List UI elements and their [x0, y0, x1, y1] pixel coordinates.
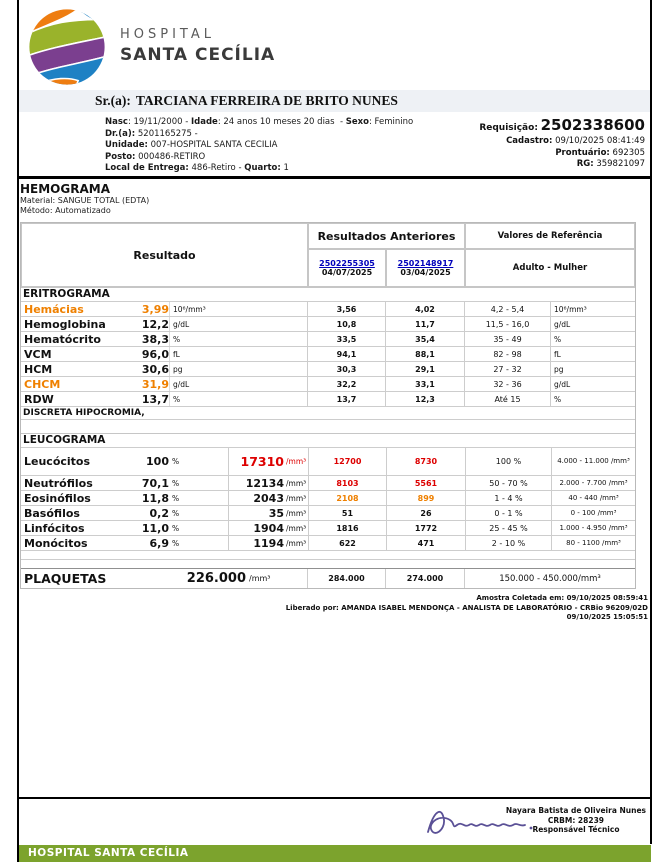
patient-info-line — [105, 152, 413, 164]
analyte-name: HCM — [24, 362, 53, 376]
previous-result-1: 51 — [309, 506, 387, 520]
cadastro-line — [479, 136, 645, 148]
brand-line1: HOSPITAL — [120, 27, 216, 42]
previous-result-2: 29,1 — [386, 362, 465, 376]
result-percent-value: 11,8 — [141, 491, 169, 505]
info-label: Local de Entrega: — [105, 163, 189, 174]
reference-absolute-range: 4.000 - 11.000 /mm³ — [557, 457, 630, 465]
result-percent-unit: % — [169, 491, 229, 505]
reference-range: 27 - 32 — [465, 362, 551, 376]
reference-unit: % — [554, 394, 562, 404]
reference-absolute-range: 1.000 - 4.950 /mm³ — [559, 523, 628, 532]
signer-role: Responsável Técnico — [532, 825, 620, 834]
result-unit: g/dL — [169, 377, 308, 391]
previous-result-2: 471 — [387, 536, 466, 550]
analyte-name: Linfócitos — [24, 521, 85, 535]
result-percent-unit: % — [169, 536, 229, 550]
previous-result-2: 11,7 — [386, 317, 465, 331]
patient-salutation: Sr.(a): — [95, 93, 131, 108]
analyte-name: Hemácias — [24, 302, 84, 316]
reference-unit: g/dL — [554, 379, 571, 389]
result-value: 3,99 — [141, 302, 169, 316]
report-footnotes — [20, 594, 648, 623]
bottom-brand-bar — [19, 845, 651, 862]
cadastro-value: 09/10/2025 08:41:49 — [555, 136, 645, 146]
previous-result-2: 5561 — [387, 476, 466, 490]
info-label: Unidade: — [105, 140, 148, 151]
rg-line — [479, 159, 645, 171]
requisicao-label: Requisição: — [479, 123, 538, 133]
patient-info-block — [105, 117, 413, 175]
previous-result-header-1 — [308, 249, 386, 287]
footer-divider-line — [17, 797, 652, 799]
column-header-anteriores: Resultados Anteriores — [308, 223, 465, 249]
previous-result-2: 12,3 — [386, 392, 465, 406]
info-value: : 24 anos 10 meses 20 dias - — [217, 117, 346, 127]
result-absolute-unit: /mm³ — [284, 476, 309, 490]
spacer-row — [21, 559, 635, 568]
info-label: Nasc — [105, 117, 128, 127]
reference-percent-range: 1 - 4 % — [466, 491, 552, 505]
result-absolute-value: 1194 — [253, 536, 284, 550]
eritrograma-row — [21, 346, 635, 361]
result-unit: % — [169, 332, 308, 346]
patient-info-line — [105, 163, 413, 175]
result-unit: /mm³ — [246, 569, 308, 588]
info-value: 000486-RETIRO — [135, 151, 206, 162]
reference-unit: % — [554, 334, 562, 344]
analyte-name: Hematócrito — [24, 332, 101, 346]
previous-result-2: 8730 — [387, 448, 466, 475]
previous-result-1: 30,3 — [308, 362, 386, 376]
rg-value: 359821097 — [596, 159, 645, 169]
sample-collected-note: Amostra Coletada em: 09/10/2025 08:59:41 — [476, 594, 648, 602]
result-percent-value: 6,9 — [149, 536, 169, 550]
spacer-row — [21, 550, 635, 559]
eritrograma-rows — [21, 301, 635, 406]
previous-result-1: 1816 — [309, 521, 387, 535]
prontuario-line — [479, 148, 645, 160]
exam-material: Material: SANGUE TOTAL (EDTA) — [20, 196, 150, 205]
previous-result-2: 26 — [387, 506, 466, 520]
info-value: : 19/11/2000 - — [127, 117, 191, 127]
previous-requisition-link-1[interactable]: 2502255305 — [319, 259, 375, 268]
column-header-resultado: Resultado — [21, 223, 308, 287]
previous-result-1: 32,2 — [308, 377, 386, 391]
exam-section — [20, 183, 637, 589]
reference-group: Adulto - Mulher — [465, 249, 635, 287]
previous-result-1: 622 — [309, 536, 387, 550]
result-percent-unit: % — [169, 521, 229, 535]
rg-label: RG: — [576, 159, 594, 169]
leucograma-rows — [21, 447, 635, 550]
exam-title: HEMOGRAMA — [20, 182, 110, 196]
previous-result-1: 94,1 — [308, 347, 386, 361]
previous-result-2: 1772 — [387, 521, 466, 535]
previous-result-2: 899 — [387, 491, 466, 505]
patient-name: TARCIANA FERREIRA DE BRITO NUNES — [135, 93, 398, 108]
result-percent-unit: % — [169, 476, 229, 490]
result-unit: 10⁶/mm³ — [169, 302, 308, 316]
eritrograma-row — [21, 376, 635, 391]
result-absolute-value: 2043 — [253, 491, 284, 505]
reference-range: 4,2 - 5,4 — [465, 302, 551, 316]
info-label: Quarto: — [244, 163, 281, 174]
result-unit: % — [169, 392, 308, 406]
column-header-referencia: Valores de Referência — [465, 223, 635, 249]
signer-name: Nayara Batista de Oliveira Nunes — [505, 806, 646, 815]
eritrograma-row — [21, 301, 635, 316]
result-absolute-value: 1904 — [253, 521, 284, 535]
plaquetas-row — [21, 568, 635, 588]
analyte-name: Neutrófilos — [24, 476, 93, 490]
result-absolute-unit: /mm³ — [284, 491, 309, 505]
result-absolute-value: 17310 — [240, 454, 284, 469]
previous-result-1: 12700 — [309, 448, 387, 475]
result-value: 13,7 — [141, 392, 169, 406]
hospital-brand — [120, 27, 275, 65]
result-unit: fL — [169, 347, 308, 361]
reference-absolute-range: 2.000 - 7.700 /mm³ — [559, 478, 628, 487]
info-value: : Feminino — [368, 117, 414, 127]
section-title-leucograma: LEUCOGRAMA — [21, 433, 635, 447]
analyte-name: Hemoglobina — [24, 317, 106, 331]
result-percent-value: 0,2 — [149, 506, 169, 520]
analyte-name: VCM — [24, 347, 52, 361]
previous-result-2: 35,4 — [386, 332, 465, 346]
leucograma-row — [21, 490, 635, 505]
previous-result-header-2 — [386, 249, 465, 287]
patient-name-bar — [19, 90, 650, 112]
reference-percent-range: 100 % — [466, 448, 552, 475]
reference-percent-range: 0 - 1 % — [466, 506, 552, 520]
table-header — [21, 223, 635, 287]
reference-absolute-range: 80 - 1100 /mm³ — [566, 538, 621, 547]
leucograma-row — [21, 505, 635, 520]
bottom-brand-text: HOSPITAL SANTA CECÍLIA — [28, 847, 189, 859]
result-percent-value: 11,0 — [141, 521, 169, 535]
exam-method: Método: Automatizado — [20, 206, 111, 215]
responsible-technician-block — [506, 806, 646, 835]
brand-line2: SANTA CECÍLIA — [120, 45, 276, 65]
analyte-name: PLAQUETAS — [24, 571, 107, 586]
previous-result-2: 33,1 — [386, 377, 465, 391]
previous-result-1: 13,7 — [308, 392, 386, 406]
eritrograma-row — [21, 316, 635, 331]
result-value: 31,9 — [141, 377, 169, 391]
patient-info-line — [105, 117, 413, 129]
reference-absolute-range: 0 - 100 /mm³ — [570, 508, 617, 517]
signer-registration: CRBM: 28239 — [547, 815, 605, 825]
info-label: Idade — [190, 117, 218, 127]
info-value: 007-HOSPITAL SANTA CECILIA — [147, 140, 278, 151]
result-value: 96,0 — [141, 347, 169, 361]
result-value: 12,2 — [141, 317, 169, 331]
result-value: 38,3 — [141, 332, 169, 346]
reference-range: 150.000 - 450.000/mm³ — [499, 573, 601, 584]
prontuario-label: Prontuário: — [555, 147, 610, 158]
previous-requisition-date-1: 04/07/2025 — [321, 268, 373, 277]
result-value: 30,6 — [141, 362, 169, 376]
info-value: 486-Retiro - — [188, 163, 245, 174]
eritrograma-row — [21, 361, 635, 376]
info-label: Posto: — [105, 151, 136, 162]
reference-percent-range: 25 - 45 % — [466, 521, 552, 535]
analyte-name: Monócitos — [24, 536, 88, 550]
released-by-note: Liberado por: AMANDA ISABEL MENDONÇA - ANALISTA DE LABORATÓRIO - CRBio 96209/02D — [285, 603, 648, 612]
request-info-block — [479, 117, 645, 171]
reference-percent-range: 2 - 10 % — [466, 536, 552, 550]
reference-unit: pg — [554, 364, 564, 374]
analyte-name: Leucócitos — [24, 455, 91, 468]
previous-requisition-link-2[interactable]: 2502148917 — [397, 259, 454, 268]
previous-result-1: 33,5 — [308, 332, 386, 346]
release-datetime-note: 09/10/2025 15:05:51 — [566, 613, 648, 621]
info-label: Sexo — [345, 117, 369, 127]
info-label: Dr.(a): — [105, 128, 136, 139]
analyte-name: Basófilos — [24, 506, 80, 520]
info-value: 1 — [280, 163, 289, 174]
leucograma-row — [21, 447, 635, 475]
patient-info-line — [105, 129, 413, 141]
result-absolute-unit: /mm³ — [284, 521, 309, 535]
result-percent-unit: % — [169, 448, 229, 475]
reference-range: 82 - 98 — [465, 347, 551, 361]
reference-range: 32 - 36 — [465, 377, 551, 391]
reference-absolute-range: 40 - 440 /mm³ — [568, 493, 619, 502]
analyte-name: Eosinófilos — [24, 491, 91, 505]
previous-result-2: 88,1 — [386, 347, 465, 361]
reference-percent-range: 50 - 70 % — [466, 476, 552, 490]
result-unit: g/dL — [169, 317, 308, 331]
reference-range: 11,5 - 16,0 — [465, 317, 551, 331]
reference-unit: g/dL — [554, 319, 571, 329]
leucograma-row — [21, 475, 635, 490]
previous-result-1: 2108 — [309, 491, 387, 505]
previous-result-1: 10,8 — [308, 317, 386, 331]
prontuario-value: 692305 — [612, 147, 645, 158]
reference-unit: fL — [554, 349, 561, 359]
analyte-name: CHCM — [24, 377, 61, 391]
reference-range: 35 - 49 — [465, 332, 551, 346]
section-title-eritrograma: ERITROGRAMA — [21, 287, 635, 301]
result-percent-value: 100 — [146, 455, 169, 468]
previous-result-2: 274.000 — [386, 569, 465, 588]
eritrograma-row — [21, 331, 635, 346]
result-unit: pg — [169, 362, 308, 376]
previous-result-1: 284.000 — [308, 569, 386, 588]
result-absolute-unit: /mm³ — [284, 448, 309, 475]
result-percent-unit: % — [169, 506, 229, 520]
leucograma-row — [21, 520, 635, 535]
section-divider-line — [17, 176, 652, 179]
result-absolute-unit: /mm³ — [284, 536, 309, 550]
patient-info-line — [105, 140, 413, 152]
results-table — [20, 222, 636, 589]
result-value: 226.000 — [186, 571, 246, 586]
requisicao-number: 2502338600 — [540, 116, 645, 134]
previous-result-1: 3,56 — [308, 302, 386, 316]
info-value: 5201165275 - — [135, 128, 198, 139]
leucograma-row — [21, 535, 635, 550]
page-right-border — [650, 0, 652, 844]
result-absolute-unit: /mm³ — [284, 506, 309, 520]
previous-result-1: 8103 — [309, 476, 387, 490]
reference-range: Até 15 — [465, 392, 551, 406]
analyte-name: RDW — [24, 392, 54, 406]
page-left-border — [17, 0, 19, 862]
hospital-logo-icon — [27, 7, 107, 87]
requisicao-line — [479, 117, 645, 136]
result-percent-value: 70,1 — [141, 476, 169, 490]
eritrograma-note: DISCRETA HIPOCROMIA, — [21, 406, 635, 419]
spacer-row — [21, 419, 635, 433]
reference-unit: 10⁶/mm³ — [554, 304, 587, 314]
result-absolute-value: 35 — [268, 506, 284, 520]
previous-requisition-date-2: 03/04/2025 — [400, 268, 451, 277]
eritrograma-row — [21, 391, 635, 406]
result-absolute-value: 12134 — [245, 476, 284, 490]
cadastro-label: Cadastro: — [506, 136, 553, 146]
previous-result-2: 4,02 — [386, 302, 465, 316]
